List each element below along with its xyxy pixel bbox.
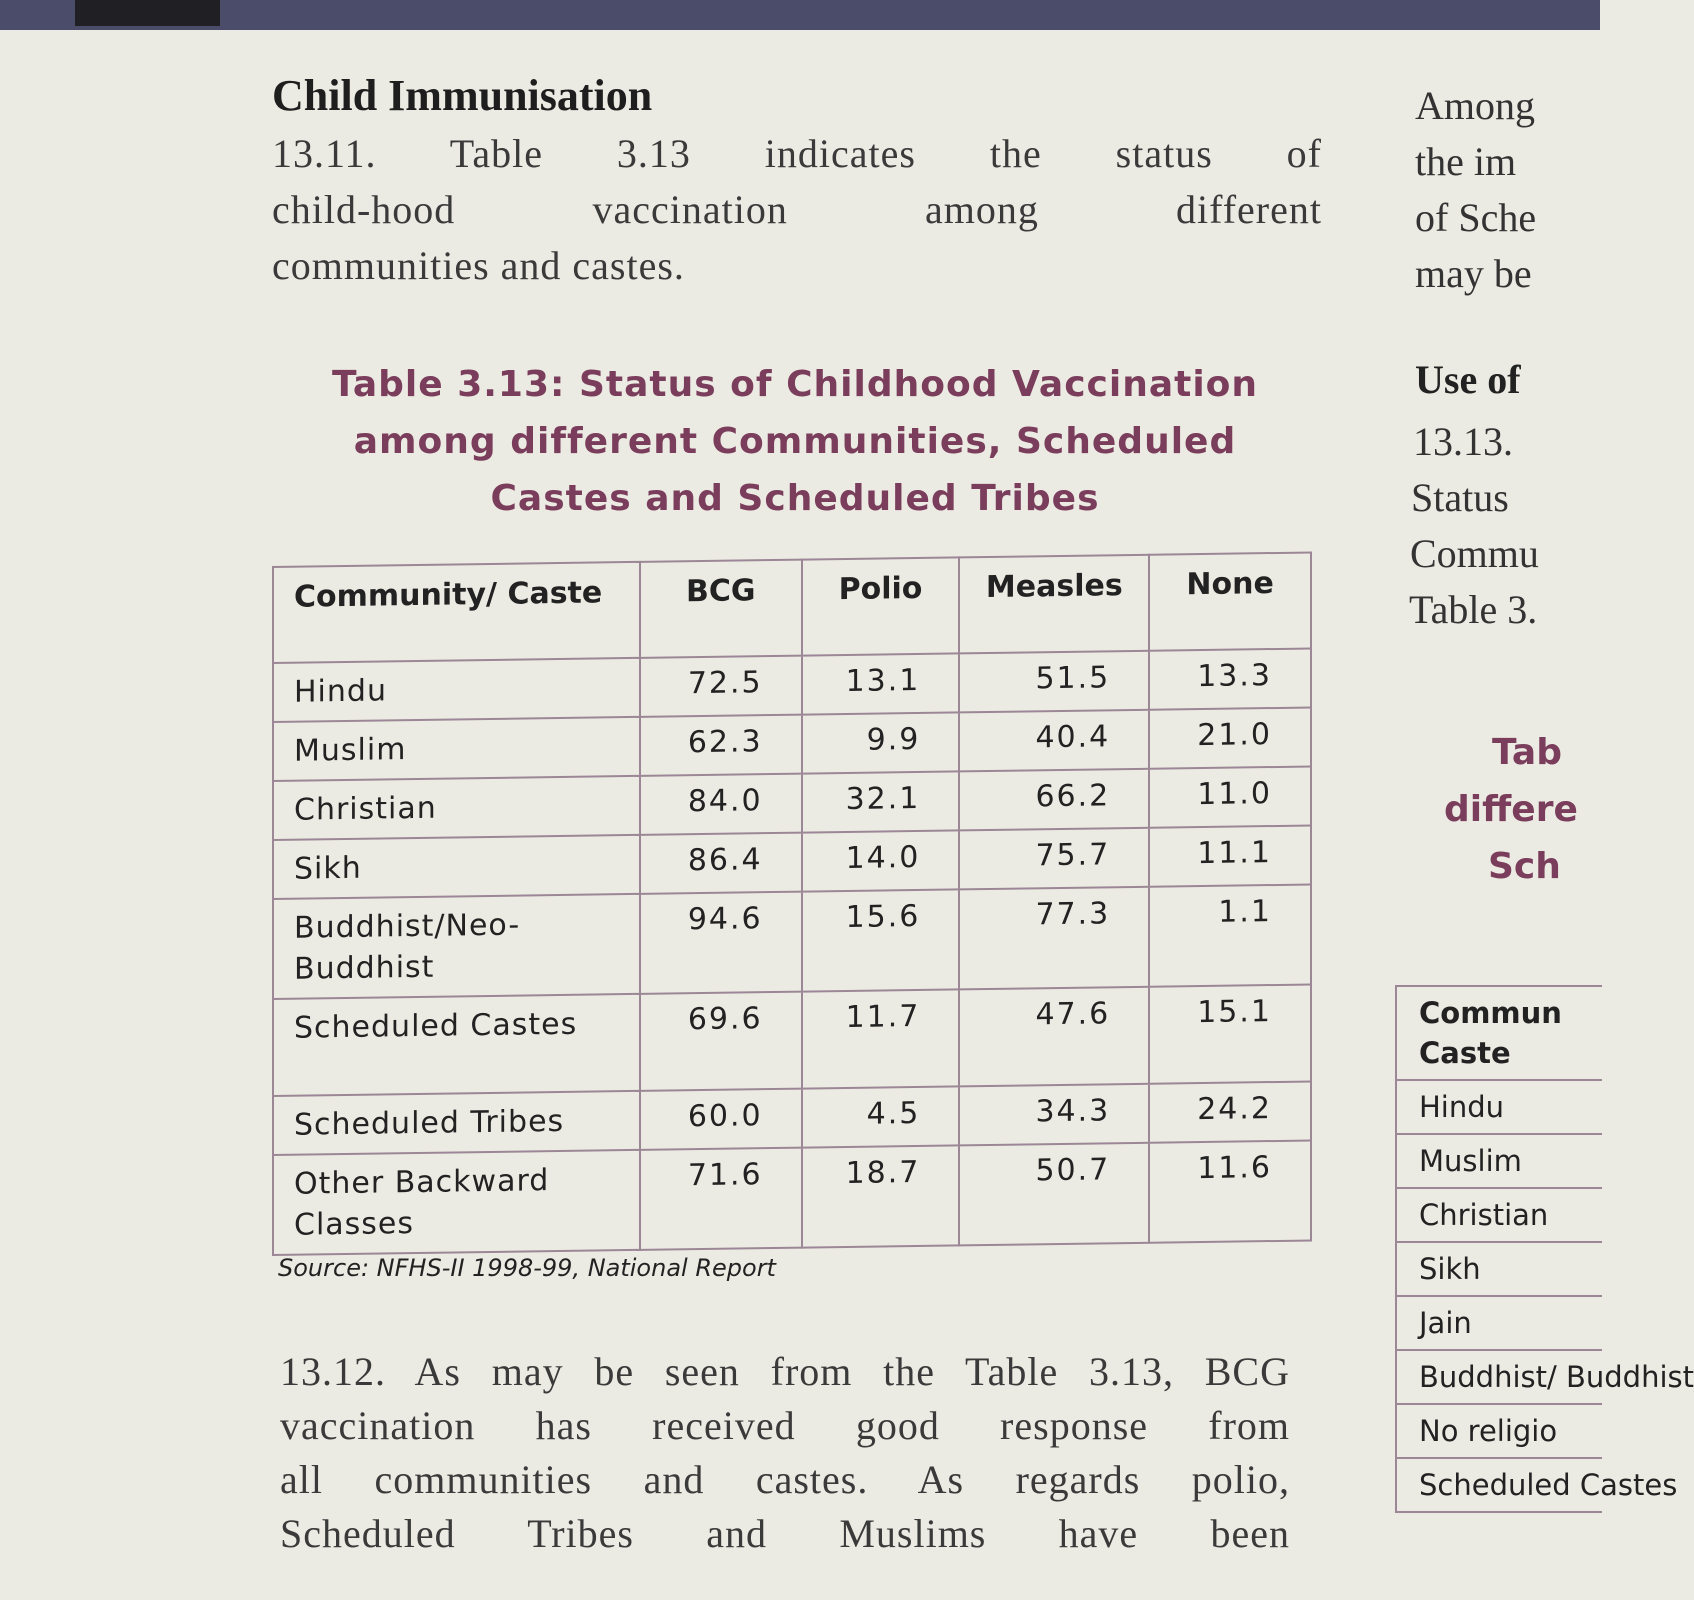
right-para-line-3: of Sche [1415,195,1537,240]
header-measles: Measles [959,555,1149,654]
right-para-line-1: Among [1415,83,1535,128]
row-label: Muslim [273,717,640,781]
right-para-line-4: may be [1415,251,1532,296]
vaccination-table [272,551,1312,1256]
cell-none: 11.6 [1149,1140,1311,1242]
right-table-row: Scheduled Castes [1397,1459,1602,1513]
row-label: Sikh [273,835,640,899]
right-para-line-2: the im [1415,139,1517,184]
cell-measles: 77.3 [959,887,1149,990]
right-table-row: Christian [1397,1189,1602,1243]
paragraph-13-12-line-2: vaccination has received good response from [280,1403,1290,1448]
cell-none: 21.0 [1149,707,1311,768]
cell-polio: 15.6 [802,889,960,991]
section-heading: Child Immunisation [272,71,653,120]
row-label: Christian [273,776,640,840]
cell-measles: 50.7 [959,1143,1149,1246]
header-bcg: BCG [640,560,802,658]
cell-measles: 75.7 [959,828,1149,890]
cell-polio: 13.1 [802,653,960,714]
right-para2-line-2: Status [1411,475,1509,520]
paragraph-13-11-line-1: 13.11. Table 3.13 indicates the status of [272,131,1322,176]
cell-bcg: 62.3 [640,715,802,776]
right-para2-line-4: Table 3. [1409,587,1538,632]
table-caption-line-2: among different Communities, Scheduled [353,421,1237,462]
cell-bcg: 86.4 [640,833,802,894]
cell-bcg: 69.6 [640,992,802,1091]
row-label: Other Backward Classes [273,1150,640,1255]
cell-polio: 9.9 [802,712,960,773]
right-table-header-line-2: Caste [1419,1036,1511,1070]
cell-none: 11.0 [1149,766,1311,827]
header-polio: Polio [802,557,960,655]
right-table-row: Buddhist/ Buddhist [1397,1351,1602,1405]
cell-polio: 18.7 [802,1145,960,1247]
right-table-row: Jain [1397,1297,1602,1351]
cell-bcg: 94.6 [640,892,802,994]
top-edge-dark [75,0,220,26]
right-caption-line-3: Sch [1488,846,1561,887]
paragraph-13-11-line-2: child-hood vaccination among different [272,187,1322,232]
table-row [273,884,1311,998]
row-label: Scheduled Tribes [273,1091,640,1155]
cell-polio: 32.1 [802,771,960,832]
right-table-header-line-1: Commun [1419,996,1562,1030]
right-table-header [1397,987,1602,1081]
right-caption-line-2: differe [1444,789,1578,830]
header-none: None [1149,552,1311,650]
cell-none: 11.1 [1149,825,1311,886]
right-para2-line-1: 13.13. [1413,419,1513,464]
table-caption-line-1: Table 3.13: Status of Childhood Vaccination [331,364,1259,405]
table-header-row [273,552,1311,662]
right-table-row: Hindu [1397,1081,1602,1135]
right-table-row: Sikh [1397,1243,1602,1297]
cell-none: 1.1 [1149,884,1311,986]
right-para2-line-3: Commu [1410,531,1539,576]
top-edge [0,0,1600,30]
paragraph-13-12-line-4: Scheduled Tribes and Muslims have been [280,1511,1290,1556]
cell-measles: 66.2 [959,769,1149,831]
paragraph-13-11-line-3: communities and castes. [272,243,685,288]
table-row [273,984,1311,1095]
right-table [1395,985,1694,1513]
header-community-caste: Community/ Caste [273,562,640,663]
table-row [273,1140,1311,1254]
cell-none: 15.1 [1149,984,1311,1083]
table-source: Source: NFHS-II 1998-99, National Report [278,1254,776,1282]
right-caption-line-1: Tab [1492,732,1562,773]
cell-bcg: 84.0 [640,774,802,835]
cell-none: 13.3 [1149,648,1311,709]
cell-polio: 11.7 [802,989,960,1088]
paragraph-13-12-line-1: 13.12. As may be seen from the Table 3.13, BCG [280,1349,1290,1394]
paragraph-13-12-line-3: all communities and castes. As regards polio, [280,1457,1290,1502]
cell-bcg: 60.0 [640,1089,802,1150]
right-heading: Use of [1415,357,1521,402]
right-table-row: Muslim [1397,1135,1602,1189]
cell-measles: 40.4 [959,710,1149,772]
right-table-row: No religio [1397,1405,1602,1459]
cell-measles: 47.6 [959,987,1149,1087]
cell-bcg: 71.6 [640,1148,802,1250]
cell-polio: 4.5 [802,1086,960,1147]
row-label: Buddhist/Neo-Buddhist [273,894,640,999]
cell-measles: 34.3 [959,1084,1149,1146]
row-label: Hindu [273,658,640,722]
cell-polio: 14.0 [802,830,960,891]
cell-measles: 51.5 [959,651,1149,713]
table-caption-line-3: Castes and Scheduled Tribes [490,478,1100,519]
row-label: Scheduled Castes [273,994,640,1096]
cell-bcg: 72.5 [640,656,802,717]
cell-none: 24.2 [1149,1081,1311,1142]
